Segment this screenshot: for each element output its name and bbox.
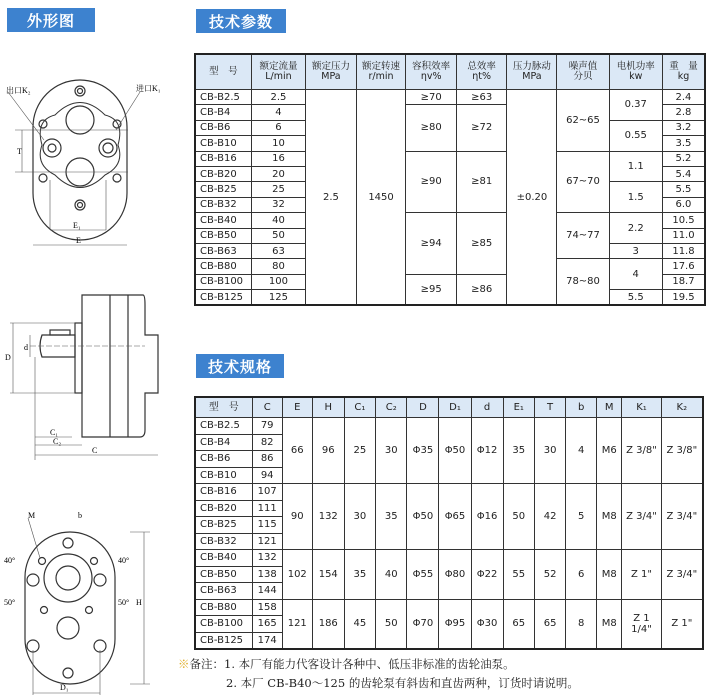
label-angle50-left: 50° [4,598,16,607]
header-motor: 电机功率 kw [609,54,662,90]
weight-cell: 3.2 [662,120,705,135]
weight-cell: 11.8 [662,243,705,258]
section-title-params: 技术参数 [196,9,286,33]
weight-cell: 5.4 [662,166,705,181]
c2-cell: 30 [376,418,407,484]
vol-eff-cell: ≥94 [406,213,457,275]
total-eff-cell: ≥72 [456,105,507,151]
weight-cell: 19.5 [662,290,705,306]
label-C2: C₂ [53,437,62,446]
label-angle40-right: 40° [118,556,130,565]
model-cell: CB-B10 [195,136,251,151]
flow-cell: 32 [251,197,306,212]
e-cell: 90 [282,484,312,550]
vol-eff-cell: ≥70 [406,90,457,105]
section-title-outline: 外形图 [7,8,95,32]
e-cell: 66 [282,418,312,484]
motor-cell: 4 [609,259,662,290]
notes [178,655,579,693]
header-weight: 重 量 kg [662,54,705,90]
header-E1: E₁ [503,397,534,418]
c-cell: 115 [252,517,282,534]
model-cell: CB-B2.5 [195,90,251,105]
model-cell: CB-B100 [195,616,252,633]
e1-cell: 35 [503,418,534,484]
flow-cell: 2.5 [251,90,306,105]
flow-cell: 20 [251,166,306,181]
header-K2: K₂ [661,397,703,418]
weight-cell: 6.0 [662,197,705,212]
k1-cell: Z 1 1/4" [622,599,661,649]
technical-specs-table [194,396,704,650]
vol-eff-cell: ≥80 [406,105,457,151]
t-cell: 52 [534,550,565,600]
label-C1: C₁ [50,428,59,437]
noise-cell: 74~77 [557,213,609,259]
c2-cell: 35 [376,484,407,550]
c-cell: 144 [252,583,282,600]
label-E1: E₁ [73,221,81,230]
weight-cell: 5.5 [662,182,705,197]
label-b: b [78,511,82,520]
d1-cell: Φ65 [439,484,471,550]
technical-parameters-table [194,53,706,306]
m-cell: M8 [597,484,622,550]
d-outer-cell: Φ35 [407,418,439,484]
k1-cell: Z 3/8" [622,418,661,484]
model-cell: CB-B6 [195,120,251,135]
k2-cell: Z 3/4" [661,550,703,600]
header-model: 型 号 [195,54,251,90]
label-angle50-right: 50° [118,598,130,607]
model-cell: CB-B2.5 [195,418,252,435]
label-angle40-left: 40° [4,556,16,565]
table-row [195,213,705,228]
note-line-1: ※备注：1. 本厂有能力代客设计各种中、低压非标准的齿轮油泵。 [178,657,515,671]
c-cell: 174 [252,632,282,649]
vol-eff-cell: ≥95 [406,274,457,305]
model-cell: CB-B63 [195,583,252,600]
model-cell: CB-B32 [195,197,251,212]
model-cell: CB-B6 [195,451,252,468]
flow-cell: 125 [251,290,306,306]
header-d: d [471,397,503,418]
total-eff-cell: ≥63 [456,90,507,105]
params-header-row [195,54,705,90]
c2-cell: 50 [376,599,407,649]
model-cell: CB-B10 [195,467,252,484]
header-D1: D₁ [439,397,471,418]
model-cell: CB-B32 [195,533,252,550]
k2-cell: Z 1" [661,599,703,649]
motor-cell: 0.55 [609,120,662,151]
header-pressure: 额定压力 MPa [306,54,356,90]
section-title-specs: 技术规格 [196,354,284,378]
label-T: T [17,147,22,156]
header-b: b [566,397,597,418]
motor-cell: 0.37 [609,90,662,121]
m-cell: M8 [597,550,622,600]
table-row [195,550,703,567]
c-cell: 82 [252,434,282,451]
model-cell: CB-B16 [195,484,252,501]
specs-header-row [195,397,703,418]
flow-cell: 10 [251,136,306,151]
c-cell: 158 [252,599,282,616]
c1-cell: 35 [344,550,375,600]
model-cell: CB-B40 [195,213,251,228]
c-cell: 138 [252,566,282,583]
b-cell: 6 [566,550,597,600]
c-cell: 165 [252,616,282,633]
header-C: C [252,397,282,418]
table-row [195,418,703,435]
label-M: M [28,511,36,520]
c2-cell: 40 [376,550,407,600]
c-cell: 132 [252,550,282,567]
header-D: D [407,397,439,418]
pulsation-cell: ±0.20 [507,90,557,306]
noise-cell: 78~80 [557,259,609,306]
pressure-cell: 2.5 [306,90,356,306]
model-cell: CB-B20 [195,166,251,181]
e1-cell: 50 [503,484,534,550]
m-cell: M6 [597,418,622,484]
weight-cell: 5.2 [662,151,705,166]
flow-cell: 25 [251,182,306,197]
flow-cell: 63 [251,243,306,258]
model-cell: CB-B25 [195,182,251,197]
model-cell: CB-B50 [195,566,252,583]
k1-cell: Z 3/4" [622,484,661,550]
flow-cell: 6 [251,120,306,135]
header-H: H [312,397,344,418]
m-cell: M8 [597,599,622,649]
header-M: M [597,397,622,418]
d1-cell: Φ95 [439,599,471,649]
header-T: T [534,397,565,418]
header-noise: 噪声值 分贝 [557,54,609,90]
weight-cell: 10.5 [662,213,705,228]
weight-cell: 2.8 [662,105,705,120]
k2-cell: Z 3/4" [661,484,703,550]
total-eff-cell: ≥85 [456,213,507,275]
flow-cell: 16 [251,151,306,166]
label-C: C [92,446,98,455]
d-outer-cell: Φ55 [407,550,439,600]
d1-cell: Φ80 [439,550,471,600]
label-H: H [136,598,142,607]
b-cell: 4 [566,418,597,484]
label-outlet: 出口K₂ [6,86,31,95]
motor-cell: 2.2 [609,213,662,244]
weight-cell: 18.7 [662,274,705,289]
header-pulsation: 压力脉动 MPa [507,54,557,90]
total-eff-cell: ≥81 [456,151,507,213]
model-cell: CB-B100 [195,274,251,289]
pump-side-view-drawing [0,285,190,460]
header-flow: 额定流量 L/min [251,54,306,90]
noise-cell: 67~70 [557,151,609,213]
table-row [195,484,703,501]
flow-cell: 4 [251,105,306,120]
h-cell: 96 [312,418,344,484]
table-row [195,599,703,616]
flow-cell: 50 [251,228,306,243]
table-row [195,151,705,166]
label-inlet: 进口K₁ [136,84,161,93]
label-D1: D₁ [60,683,69,692]
header-C1: C₁ [344,397,375,418]
c-cell: 94 [252,467,282,484]
h-cell: 132 [312,484,344,550]
model-cell: CB-B4 [195,105,251,120]
header-total-eff: 总效率 ηt% [456,54,507,90]
weight-cell: 3.5 [662,136,705,151]
t-cell: 42 [534,484,565,550]
d-shaft-cell: Φ12 [471,418,503,484]
table-row [195,90,705,105]
total-eff-cell: ≥86 [456,274,507,305]
k2-cell: Z 3/8" [661,418,703,484]
header-E: E [282,397,312,418]
label-E: E [76,236,81,245]
model-cell: CB-B125 [195,632,252,649]
pump-rear-view-drawing [0,510,190,699]
e-cell: 102 [282,550,312,600]
model-cell: CB-B63 [195,243,251,258]
weight-cell: 17.6 [662,259,705,274]
c-cell: 111 [252,500,282,517]
header-C2: C₂ [376,397,407,418]
flow-cell: 100 [251,274,306,289]
note-line-2: 2. 本厂 CB-B40～125 的齿轮泵有斜齿和直齿两种，订货时请说明。 [226,676,579,690]
e-cell: 121 [282,599,312,649]
speed-cell: 1450 [356,90,406,306]
d-outer-cell: Φ70 [407,599,439,649]
h-cell: 154 [312,550,344,600]
model-cell: CB-B40 [195,550,252,567]
d1-cell: Φ50 [439,418,471,484]
model-cell: CB-B16 [195,151,251,166]
header-vol-eff: 容积效率 ηv% [406,54,457,90]
label-D: D [5,353,11,362]
c-cell: 86 [252,451,282,468]
b-cell: 5 [566,484,597,550]
c1-cell: 30 [344,484,375,550]
model-cell: CB-B20 [195,500,252,517]
pump-front-view-drawing [0,60,190,260]
header-speed: 额定转速 r/min [356,54,406,90]
vol-eff-cell: ≥90 [406,151,457,213]
model-cell: CB-B80 [195,259,251,274]
c1-cell: 25 [344,418,375,484]
c-cell: 79 [252,418,282,435]
c1-cell: 45 [344,599,375,649]
header-K1: K₁ [622,397,661,418]
motor-cell: 1.1 [609,151,662,182]
header-model: 型 号 [195,397,252,418]
t-cell: 30 [534,418,565,484]
model-cell: CB-B125 [195,290,251,306]
note-mark-icon: ※ [178,657,190,671]
d-shaft-cell: Φ22 [471,550,503,600]
motor-cell: 5.5 [609,290,662,306]
c-cell: 107 [252,484,282,501]
motor-cell: 1.5 [609,182,662,213]
e1-cell: 55 [503,550,534,600]
model-cell: CB-B25 [195,517,252,534]
e1-cell: 65 [503,599,534,649]
model-cell: CB-B80 [195,599,252,616]
d-outer-cell: Φ50 [407,484,439,550]
c-cell: 121 [252,533,282,550]
flow-cell: 40 [251,213,306,228]
label-d: d [24,343,28,352]
k1-cell: Z 1" [622,550,661,600]
weight-cell: 11.0 [662,228,705,243]
weight-cell: 2.4 [662,90,705,105]
d-shaft-cell: Φ16 [471,484,503,550]
noise-cell: 62~65 [557,90,609,152]
h-cell: 186 [312,599,344,649]
flow-cell: 80 [251,259,306,274]
model-cell: CB-B4 [195,434,252,451]
t-cell: 65 [534,599,565,649]
motor-cell: 3 [609,243,662,258]
d-shaft-cell: Φ30 [471,599,503,649]
model-cell: CB-B50 [195,228,251,243]
b-cell: 8 [566,599,597,649]
